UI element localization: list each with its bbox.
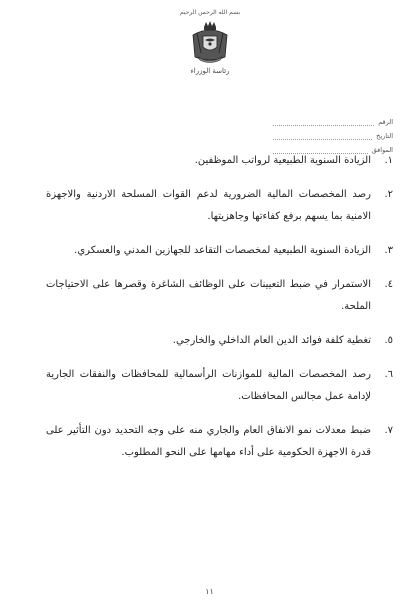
list-item: [46, 150, 393, 172]
list-item-text: الزيادة السنوية الطبيعية لمخصصات التقاعد للجهازين المدني والعسكري.: [74, 245, 371, 256]
list-item-text: الزيادة السنوية الطبيعية لرواتب الموظفين.: [194, 155, 371, 166]
list-item: [46, 240, 393, 262]
list-item-number: ٥.: [384, 335, 393, 346]
letterhead-top-caption: بسم الله الرحمن الرحيم: [179, 9, 241, 16]
list-item-text: رصد المخصصات المالية الضرورية لدعم القوات المسلحة الاردنية والاجهزة الامنية بما يسهم برفع كفاءتها وجاهزيتها.: [46, 189, 371, 222]
page-number: ١١: [205, 587, 214, 596]
list-item-number: ٦.: [384, 369, 393, 380]
meta-date: [273, 126, 393, 140]
meta-date-dots: [273, 131, 372, 140]
meta-corresponding-label: الموافق: [371, 146, 393, 154]
meta-ref: [273, 112, 393, 126]
meta-ref-dots: [273, 117, 374, 126]
list-item: [46, 330, 393, 352]
meta-ref-label: الرقم: [378, 118, 393, 126]
letterhead: [170, 8, 250, 75]
list-item-number: ٤.: [384, 279, 393, 290]
policy-list: [46, 150, 393, 476]
list-item: [46, 274, 393, 318]
jordan-coat-of-arms-icon: [187, 19, 233, 65]
list-item-number: ٧.: [384, 425, 393, 436]
meta-date-label: التاريخ: [376, 132, 393, 140]
document-meta: [273, 112, 393, 154]
list-item-number: ٣.: [384, 245, 393, 256]
list-item-text: تغطية كلفة فوائد الدين العام الداخلي والخارجي.: [172, 335, 371, 346]
list-item: [46, 364, 393, 408]
list-item-text: رصد المخصصات المالية للموازنات الرأسمالية للمحافظات والنفقات الجارية لإدامة عمل مجالس المحافظات.: [46, 369, 371, 402]
list-item-number: ١.: [384, 155, 393, 166]
list-item: [46, 184, 393, 228]
list-item-text: الاستمرار في ضبط التعيينات على الوظائف الشاغرة وقصرها على الاحتياجات الملحة.: [46, 279, 371, 312]
list-item-number: ٢.: [384, 189, 393, 200]
list-item-text: ضبط معدلات نمو الانفاق العام والجاري منه على وجه التحديد دون التأثير على قدرة الاجهزة الحكومية على أداء مهامها على النحو المطلوب.: [46, 425, 371, 458]
letterhead-office-name: رئاسة الوزراء: [190, 67, 230, 75]
list-item: [46, 420, 393, 464]
